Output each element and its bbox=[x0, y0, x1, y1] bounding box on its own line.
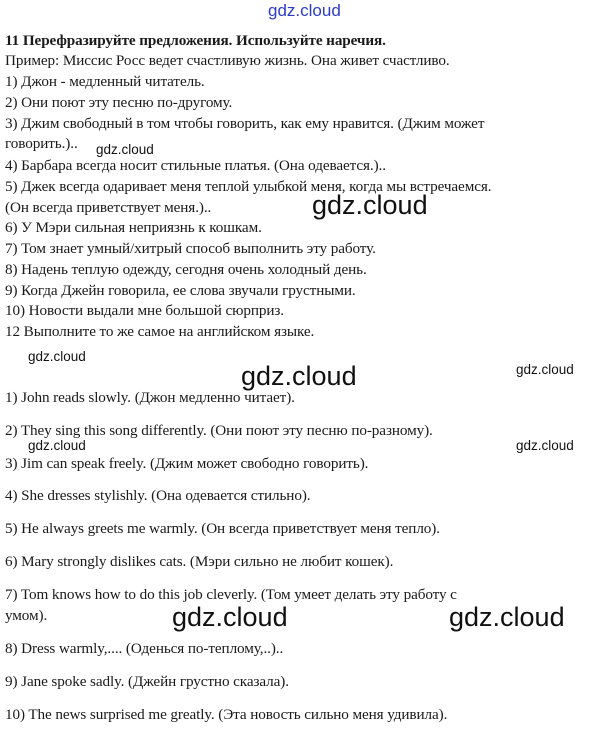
watermark-small: gdz.cloud bbox=[28, 349, 86, 364]
task11-example: Пример: Миссис Росс ведет счастливую жизнь. Она живет счастливо. bbox=[5, 52, 450, 69]
task11-line: 3) Джим свободный в том чтобы говорить, как ему нравится. (Джим может bbox=[5, 115, 485, 132]
task11-line: 7) Том знает умный/хитрый способ выполнить эту работу. bbox=[5, 240, 376, 257]
answer-line: 1) John reads slowly. (Джон медленно читает). bbox=[5, 389, 295, 406]
task12-heading: 12 Выполните то же самое на английском языке. bbox=[5, 323, 315, 340]
answer-line: 8) Dress warmly,.... (Оденься по-теплому,..).. bbox=[5, 640, 284, 657]
answer-line: умом). bbox=[5, 607, 48, 624]
task11-line: 8) Надень теплую одежду, сегодня очень холодный день. bbox=[5, 261, 367, 278]
watermark-large: gdz.cloud bbox=[312, 190, 428, 220]
answer-line: 6) Mary strongly dislikes cats. (Мэри сильно не любит кошек). bbox=[5, 553, 394, 570]
watermark-small: gdz.cloud bbox=[28, 438, 86, 453]
task11-line: 2) Они поют эту песню по-другому. bbox=[5, 94, 233, 111]
answer-line: 5) He always greets me warmly. (Он всегда приветствует меня тепло). bbox=[5, 520, 440, 537]
answer-line: 2) They sing this song differently. (Они поют эту песню по-разному). bbox=[5, 422, 433, 439]
answer-line: 7) Tom knows how to do this job cleverly. (Том умеет делать эту работу с bbox=[5, 586, 457, 603]
task11-line: 6) У Мэри сильная неприязнь к кошкам. bbox=[5, 219, 262, 236]
watermark-small: gdz.cloud bbox=[516, 438, 574, 453]
watermark-large: gdz.cloud bbox=[241, 361, 357, 391]
answer-line: 3) Jim can speak freely. (Джим может свободно говорить). bbox=[5, 455, 369, 472]
answer-line: 4) She dresses stylishly. (Она одевается стильно). bbox=[5, 487, 311, 504]
task11-line: 9) Когда Джейн говорила, ее слова звучали грустными. bbox=[5, 282, 356, 299]
task11-line: 5) Джек всегда одаривает меня теплой улыбкой меня, когда мы встречаемся. bbox=[5, 178, 492, 195]
task11-line: 10) Новости выдали мне большой сюрприз. bbox=[5, 302, 284, 319]
task11-heading: 11 Перефразируйте предложения. Используйте наречия. bbox=[5, 32, 386, 49]
answer-line: 10) The news surprised me greatly. (Эта новость сильно меня удивила). bbox=[5, 706, 448, 723]
watermark-small: gdz.cloud bbox=[96, 142, 154, 157]
watermark-large: gdz.cloud bbox=[449, 602, 565, 632]
task11-line: говорить.).. bbox=[5, 135, 78, 152]
watermark-small: gdz.cloud bbox=[516, 362, 574, 377]
task11-line: (Он всегда приветствует меня.).. bbox=[5, 199, 212, 216]
answer-line: 9) Jane spoke sadly. (Джейн грустно сказала). bbox=[5, 673, 289, 690]
watermark-top: gdz.cloud bbox=[268, 1, 341, 20]
task11-line: 4) Барбара всегда носит стильные платья. (Она одевается.).. bbox=[5, 157, 386, 174]
watermark-large: gdz.cloud bbox=[172, 602, 288, 632]
task11-line: 1) Джон - медленный читатель. bbox=[5, 73, 205, 90]
